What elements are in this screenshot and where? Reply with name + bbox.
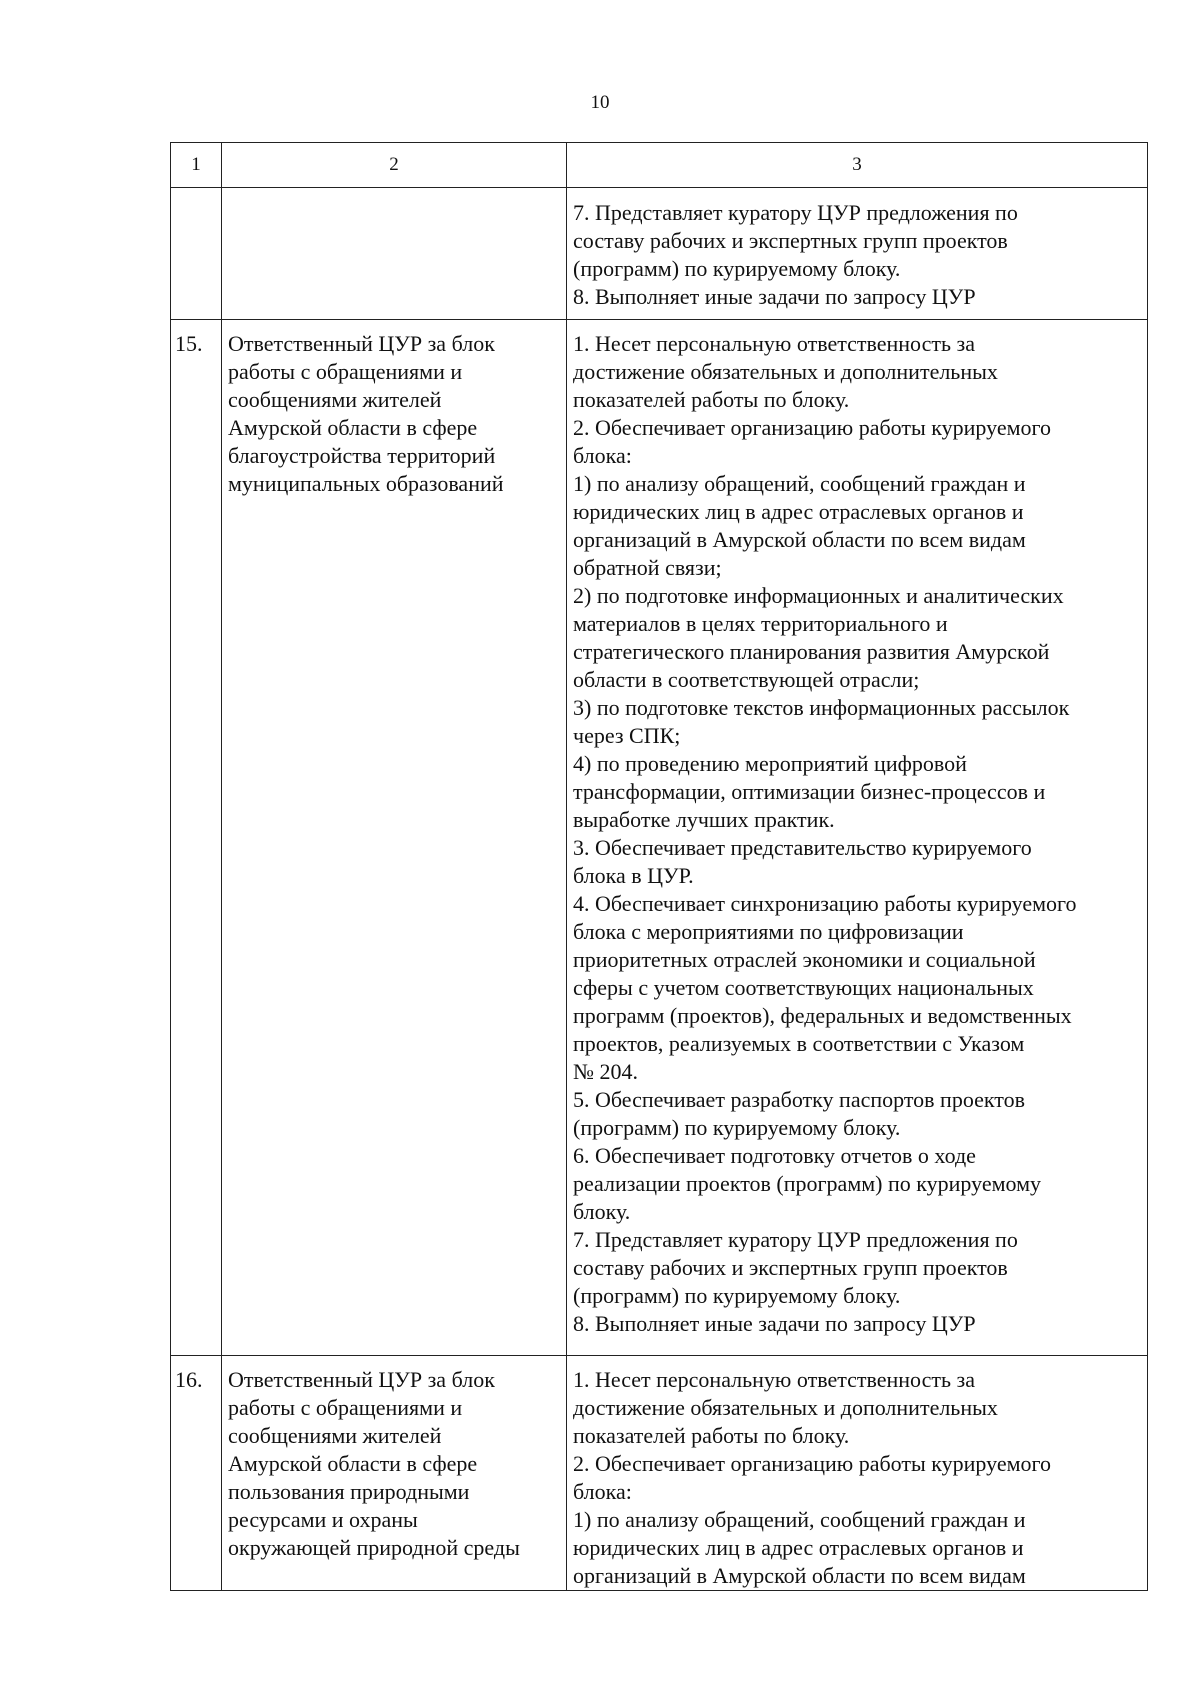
- text-line: обратной связи;: [573, 555, 722, 580]
- row-number: [171, 188, 222, 320]
- text-line: показателей работы по блоку.: [573, 387, 850, 412]
- text-line: Амурской области в сфере: [228, 1451, 478, 1476]
- table-row: [171, 320, 1148, 1356]
- row-title: [222, 1356, 567, 1591]
- text-line: составу рабочих и экспертных групп проектов: [573, 228, 1008, 253]
- table-row: [171, 1356, 1148, 1591]
- text-line: юридических лиц в адрес отраслевых органов и: [573, 499, 1024, 524]
- text-line: 2. Обеспечивает организацию работы курируемого: [573, 1451, 1052, 1476]
- row-title: [222, 320, 567, 1356]
- text-line: выработке лучших практик.: [573, 807, 835, 832]
- text-line: № 204.: [573, 1059, 638, 1084]
- text-line: 4. Обеспечивает синхронизацию работы курируемого: [573, 891, 1077, 916]
- text-line: 3. Обеспечивает представительство курируемого: [573, 835, 1032, 860]
- text-line: реализации проектов (программ) по курируемому: [573, 1171, 1042, 1196]
- text-line: области в соответствующей отрасли;: [573, 667, 920, 692]
- text-line: сферы с учетом соответствующих национальных: [573, 975, 1034, 1000]
- text-line: благоустройства территорий: [228, 443, 496, 468]
- text-line: 3) по подготовке текстов информационных рассылок: [573, 695, 1070, 720]
- text-line: 2. Обеспечивает организацию работы курируемого: [573, 415, 1052, 440]
- text-line: сообщениями жителей: [228, 387, 442, 412]
- table-header-row: [171, 143, 1148, 188]
- text-line: юридических лиц в адрес отраслевых органов и: [573, 1535, 1024, 1560]
- text-line: блока в ЦУР.: [573, 863, 694, 888]
- row-number: 16.: [171, 1356, 222, 1591]
- text-line: (программ) по курируемому блоку.: [573, 1115, 901, 1140]
- text-line: ресурсами и охраны: [228, 1507, 418, 1532]
- responsibilities-table: [170, 142, 1148, 1591]
- text-line: муниципальных образований: [228, 471, 504, 496]
- text-line: 8. Выполняет иные задачи по запросу ЦУР: [573, 284, 976, 309]
- text-line: проектов, реализуемых в соответствии с Указом: [573, 1031, 1025, 1056]
- text-line: пользования природными: [228, 1479, 470, 1504]
- row-number: 15.: [171, 320, 222, 1356]
- text-line: материалов в целях территориального и: [573, 611, 948, 636]
- row-duties: [567, 320, 1148, 1356]
- text-line: 1) по анализу обращений, сообщений граждан и: [573, 1507, 1026, 1532]
- text-line: приоритетных отраслей экономики и социальной: [573, 947, 1036, 972]
- text-line: трансформации, оптимизации бизнес-процессов и: [573, 779, 1046, 804]
- text-line: 1. Несет персональную ответственность за: [573, 331, 975, 356]
- text-line: блока:: [573, 1479, 632, 1504]
- text-line: окружающей природной среды: [228, 1535, 520, 1560]
- text-line: 5. Обеспечивает разработку паспортов проектов: [573, 1087, 1025, 1112]
- text-line: 6. Обеспечивает подготовку отчетов о ходе: [573, 1143, 976, 1168]
- column-header-title: 2: [222, 143, 567, 188]
- text-line: Амурской области в сфере: [228, 415, 478, 440]
- table-row: [171, 188, 1148, 320]
- text-line: достижение обязательных и дополнительных: [573, 359, 998, 384]
- column-header-number: 1: [171, 143, 222, 188]
- text-line: 4) по проведению мероприятий цифровой: [573, 751, 967, 776]
- text-line: 2) по подготовке информационных и аналитических: [573, 583, 1064, 608]
- row-title: [222, 188, 567, 320]
- row-duties: [567, 188, 1148, 320]
- text-line: Ответственный ЦУР за блок: [228, 331, 495, 356]
- text-line: работы с обращениями и: [228, 359, 463, 384]
- text-line: 1. Несет персональную ответственность за: [573, 1367, 975, 1392]
- text-line: сообщениями жителей: [228, 1423, 442, 1448]
- text-line: составу рабочих и экспертных групп проектов: [573, 1255, 1008, 1280]
- text-line: достижение обязательных и дополнительных: [573, 1395, 998, 1420]
- page-number: 10: [590, 92, 610, 113]
- text-line: организаций в Амурской области по всем видам: [573, 1563, 1026, 1588]
- text-line: организаций в Амурской области по всем видам: [573, 527, 1026, 552]
- text-line: 7. Представляет куратору ЦУР предложения по: [573, 200, 1018, 225]
- text-line: 8. Выполняет иные задачи по запросу ЦУР: [573, 1311, 976, 1336]
- text-line: блоку.: [573, 1199, 631, 1224]
- text-line: (программ) по курируемому блоку.: [573, 256, 901, 281]
- text-line: программ (проектов), федеральных и ведомственных: [573, 1003, 1072, 1028]
- text-line: 1) по анализу обращений, сообщений граждан и: [573, 471, 1026, 496]
- text-line: блока с мероприятиями по цифровизации: [573, 919, 964, 944]
- row-duties: [567, 1356, 1148, 1591]
- text-line: показателей работы по блоку.: [573, 1423, 850, 1448]
- text-line: стратегического планирования развития Амурской: [573, 639, 1050, 664]
- text-line: через СПК;: [573, 723, 681, 748]
- text-line: 7. Представляет куратору ЦУР предложения по: [573, 1227, 1018, 1252]
- text-line: блока:: [573, 443, 632, 468]
- column-header-duties: 3: [567, 143, 1148, 188]
- text-line: (программ) по курируемому блоку.: [573, 1283, 901, 1308]
- text-line: Ответственный ЦУР за блок: [228, 1367, 495, 1392]
- text-line: работы с обращениями и: [228, 1395, 463, 1420]
